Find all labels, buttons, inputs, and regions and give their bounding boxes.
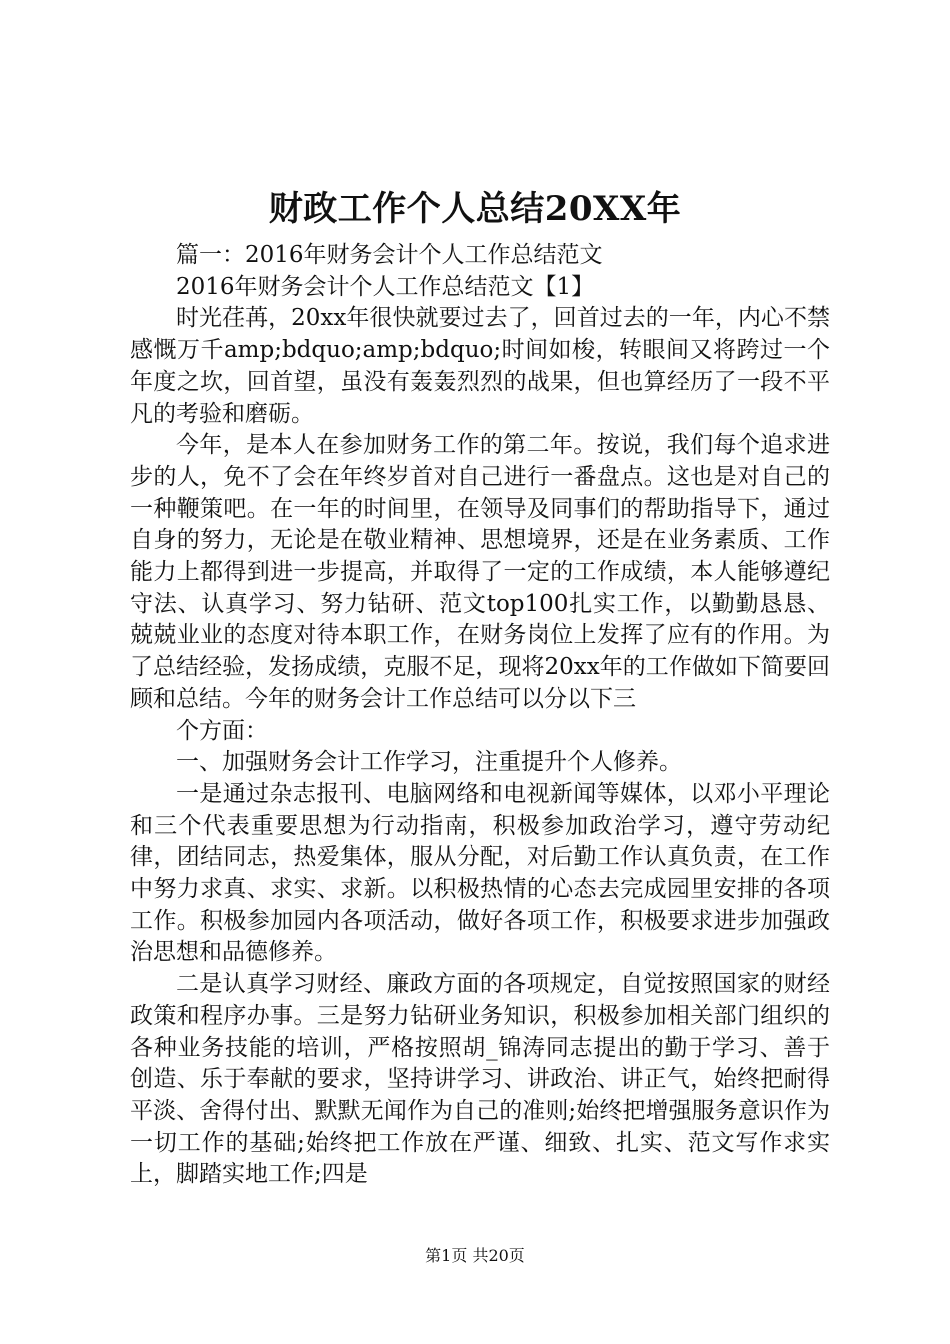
paragraph: 一是通过杂志报刊、电脑网络和电视新闻等媒体，以邓小平理论和三个代表重要思想为行动指南，积极参加政治学习，遵守劳动纪律，团结同志，热爱集体，服从分配，对后勤工作认真负责，在工作中努力求真、求实、求新。以积极热情的心态去完成园里安排的各项工作。积极参加园内各项活动，做好各项工作，积极要求进步加强政治思想和品德修养。: [130, 780, 830, 966]
paragraph-heading-1: 篇一：2016年财务会计个人工作总结范文: [176, 242, 603, 268]
paragraph-heading-2: 2016年财务会计个人工作总结范文【1】: [176, 273, 595, 300]
paragraph: 二是认真学习财经、廉政方面的各项规定，自觉按照国家的财经政策和程序办事。三是努力钻研业务知识，积极参加相关部门组织的各种业务技能的培训，严格按照胡_锦涛同志提出的勤于学习、善于创造、乐于奉献的要求，坚持讲学习、讲政治、讲正气，始终把耐得平淡、舍得付出、默默无闻作为自己的准则;始终把增强服务意识作为一切工作的基础;始终把工作放在严谨、细致、扎实、范文写作求实上，脚踏实地工作;四是: [130, 971, 830, 1188]
paragraph: 个方面：: [176, 717, 268, 744]
paragraph: 时光荏苒，20xx年很快就要过去了，回首过去的一年，内心不禁感慨万千amp;bdquo;amp;bdquo;时间如梭，转眼间又将跨过一个年度之坎，回首望，虽没有轰轰烈烈的战果，但也算经历了一段不平凡的考验和磨砺。: [130, 305, 830, 427]
section-heading: 一、加强财务会计工作学习，注重提升个人修养。: [176, 749, 682, 776]
paragraph: 今年，是本人在参加财务工作的第二年。按说，我们每个追求进步的人，免不了会在年终岁首对自己进行一番盘点。这也是对自己的一种鞭策吧。在一年的时间里，在领导及同事们的帮助指导下，通过自身的努力，无论是在敬业精神、思想境界，还是在业务素质、工作能力上都得到进一步提高，并取得了一定的工作成绩，本人能够遵纪守法、认真学习、努力钻研、范文top100扎实工作，以勤勤恳恳、兢兢业业的态度对待本职工作，在财务岗位上发挥了应有的作用。为了总结经验，发扬成绩，克服不足，现将20xx年的工作做如下简要回顾和总结。今年的财务会计工作总结可以分以下三: [130, 432, 830, 712]
document-title: 财政工作个人总结20XX年: [268, 189, 682, 229]
document-body: [130, 240, 830, 1191]
page-footer: 第1页 共20页: [425, 1246, 525, 1265]
